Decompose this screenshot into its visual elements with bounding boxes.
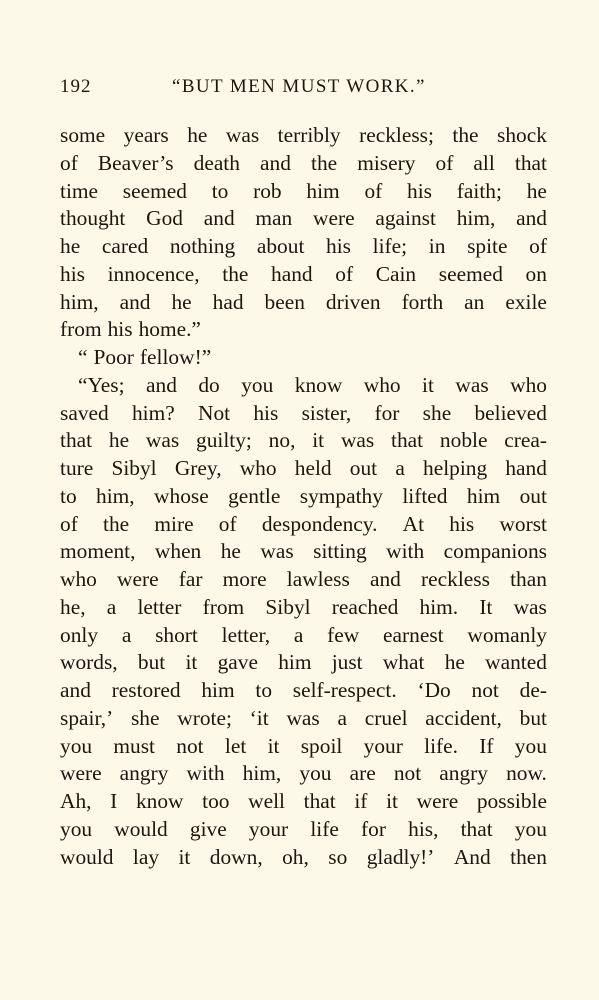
text-line: saved him? Not his sister, for she believed (60, 400, 547, 425)
text-line: to him, whose gentle sympathy lifted him out (60, 483, 547, 508)
text-line: only a short letter, a few earnest womanly (60, 622, 547, 647)
text-line: would lay it down, oh, so gladly!’ And then (60, 844, 547, 869)
text-line: time seemed to rob him of his faith; he (60, 178, 547, 203)
text-line: of the mire of despondency. At his worst (60, 511, 547, 536)
text-line: ture Sibyl Grey, who held out a helping hand (60, 456, 547, 480)
text-line: he, a letter from Sibyl reached him. It was (60, 594, 547, 619)
text-line: moment, when he was sitting with companions (60, 539, 547, 564)
text-line: that he was guilty; no, it was that noble crea- (60, 428, 547, 453)
text-line: you must not let it spoil your life. If you (60, 733, 547, 758)
page-number: 192 (60, 76, 92, 97)
text-line: you would give your life for his, that you (60, 816, 547, 841)
text-line: “ Poor fellow!” (78, 345, 212, 369)
running-title: “BUT MEN MUST WORK.” (172, 76, 426, 97)
body-text (60, 122, 547, 871)
text-line: and restored him to self-respect. ‘Do not de- (60, 678, 547, 702)
text-line: his innocence, the hand of Cain seemed on (60, 261, 547, 286)
text-line: words, but it gave him just what he wanted (60, 650, 547, 675)
text-line: from his home.” (60, 317, 201, 342)
text-line: he cared nothing about his life; in spite of (60, 234, 547, 258)
text-line: thought God and man were against him, and (60, 206, 547, 231)
text-line: were angry with him, you are not angry now. (60, 761, 547, 786)
text-line: Ah, I know too well that if it were possible (60, 789, 547, 813)
running-head (60, 76, 540, 106)
text-line: of Beaver’s death and the misery of all that (60, 150, 547, 175)
text-line: him, and he had been driven forth an exile (60, 289, 547, 314)
text-line: spair,’ she wrote; ‘it was a cruel accident, but (60, 705, 547, 730)
text-line: who were far more lawless and reckless than (60, 567, 547, 591)
text-line: “Yes; and do you know who it was who (78, 372, 547, 397)
text-line: some years he was terribly reckless; the shock (60, 123, 547, 147)
